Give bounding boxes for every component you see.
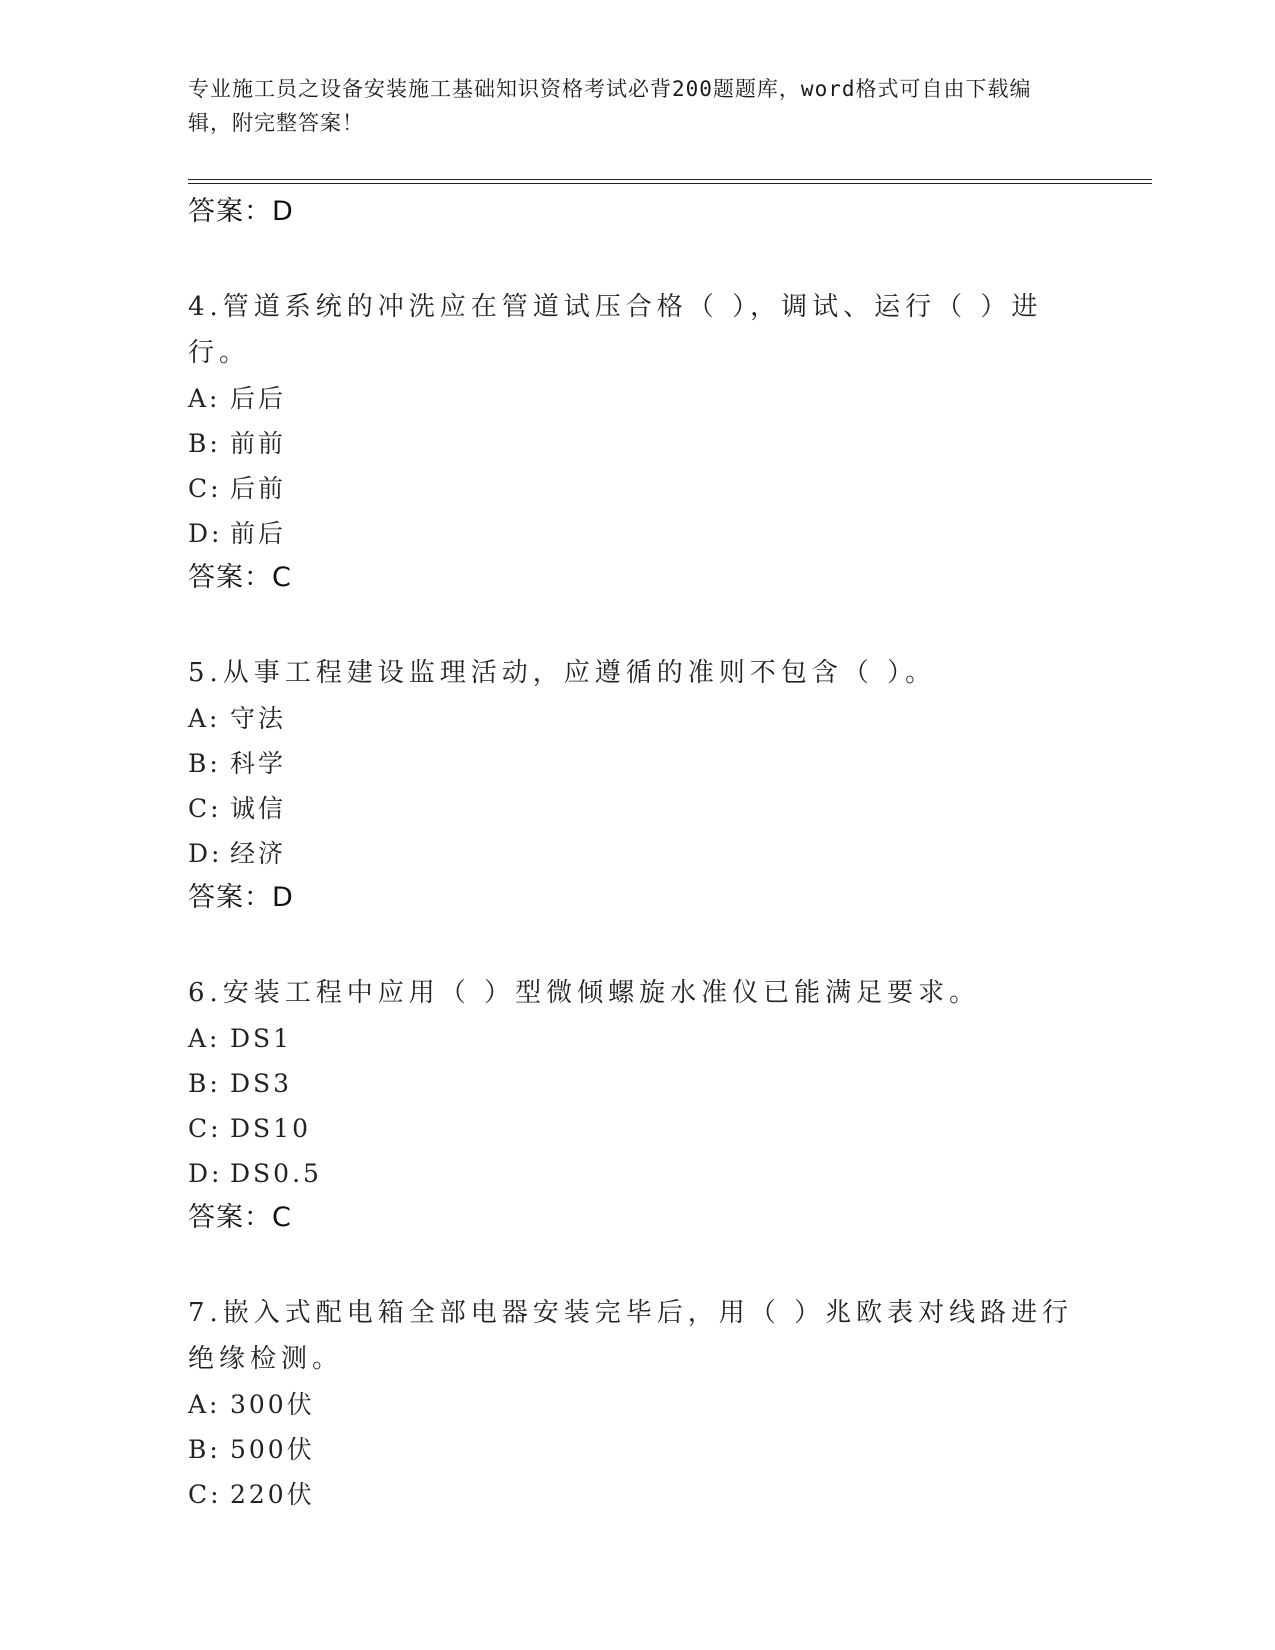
- document-header: 专业施工员之设备安装施工基础知识资格考试必背200题题库，word格式可自由下载编辑，附完整答案！: [188, 77, 1032, 135]
- option-label: A:: [188, 384, 221, 413]
- option-label: A:: [188, 1024, 221, 1053]
- header-divider-top: [188, 179, 1152, 180]
- option-label: B:: [188, 749, 221, 778]
- option-text: 前后: [230, 519, 287, 548]
- option-label: C:: [188, 1480, 222, 1509]
- question-stem: 7.嵌入式配电箱全部电器安装完毕后，用（ ）兆欧表对线路进行绝缘检测。: [188, 1298, 1074, 1374]
- answer-line: 答案：C: [188, 562, 292, 593]
- option-d: [188, 511, 1088, 556]
- header-divider-bottom: [188, 183, 1152, 184]
- option-text: 220伏: [230, 1480, 315, 1509]
- option-d: [188, 831, 1088, 876]
- option-label: D:: [188, 519, 223, 548]
- option-text: DS1: [230, 1024, 293, 1053]
- option-label: D:: [188, 1159, 223, 1188]
- option-text: 诚信: [230, 794, 287, 823]
- option-text: 前前: [230, 429, 287, 458]
- answer-line: 答案：C: [188, 1202, 292, 1233]
- option-c: [188, 786, 1088, 831]
- question-list: [188, 190, 1088, 1517]
- question-block: [188, 1290, 1088, 1517]
- question-stem: 5.从事工程建设监理活动，应遵循的准则不包含（ ）。: [188, 658, 937, 688]
- option-c: [188, 466, 1088, 511]
- option-d: [188, 1151, 1088, 1196]
- option-b: [188, 1061, 1088, 1106]
- option-text: 守法: [230, 704, 287, 733]
- option-label: A:: [188, 1390, 221, 1419]
- option-text: DS3: [230, 1069, 293, 1098]
- option-b: [188, 741, 1088, 786]
- option-text: 后前: [230, 474, 287, 503]
- option-text: 300伏: [230, 1390, 315, 1419]
- option-b: [188, 421, 1088, 466]
- option-a: [188, 696, 1088, 741]
- option-label: C:: [188, 1114, 222, 1143]
- option-text: 500伏: [230, 1435, 315, 1464]
- option-text: DS0.5: [230, 1159, 322, 1188]
- question-stem: 4.管道系统的冲洗应在管道试压合格（ ），调试、运行（ ）进行。: [188, 292, 1043, 368]
- option-label: B:: [188, 1069, 221, 1098]
- answer-line: 答案：D: [188, 882, 294, 913]
- option-label: D:: [188, 839, 223, 868]
- question-stem: 6.安装工程中应用（ ）型微倾螺旋水准仪已能满足要求。: [188, 978, 981, 1008]
- question-block: [188, 970, 1088, 1240]
- option-a: [188, 1382, 1088, 1427]
- option-label: C:: [188, 474, 222, 503]
- option-label: A:: [188, 704, 221, 733]
- option-text: DS10: [230, 1114, 311, 1143]
- option-text: 后后: [230, 384, 287, 413]
- option-a: [188, 376, 1088, 421]
- answer-line: 答案：D: [188, 196, 294, 227]
- option-c: [188, 1472, 1088, 1517]
- option-label: B:: [188, 1435, 221, 1464]
- question-block: [188, 650, 1088, 920]
- option-label: B:: [188, 429, 221, 458]
- option-c: [188, 1106, 1088, 1151]
- question-block: [188, 284, 1088, 600]
- option-label: C:: [188, 794, 222, 823]
- option-text: 科学: [230, 749, 287, 778]
- option-a: [188, 1016, 1088, 1061]
- option-text: 经济: [230, 839, 287, 868]
- option-b: [188, 1427, 1088, 1472]
